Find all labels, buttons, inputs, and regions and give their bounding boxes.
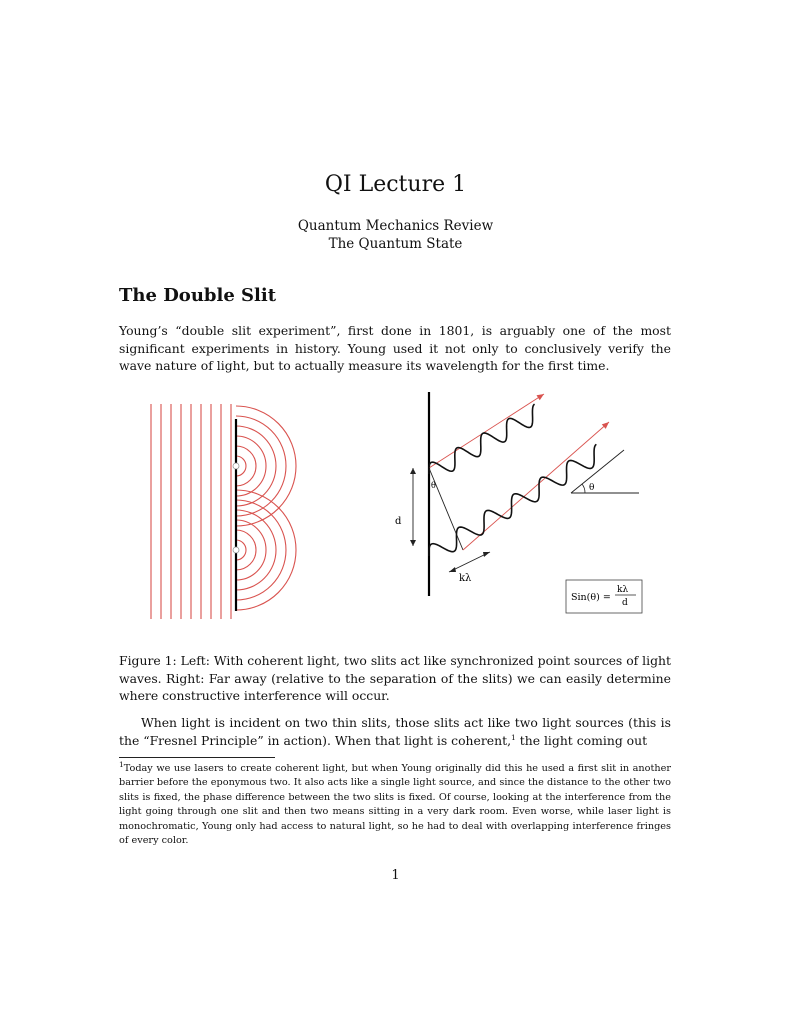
footnote-ref[interactable]: 1 xyxy=(511,732,516,742)
footnote-marker: 1 xyxy=(119,759,124,769)
angle-ray xyxy=(571,450,624,493)
ray-line xyxy=(429,394,544,468)
subtitle-line-1: Quantum Mechanics Review xyxy=(297,218,494,234)
rays xyxy=(429,394,609,550)
lower-ray-wave xyxy=(429,444,596,556)
left-panel-wavefronts xyxy=(151,404,296,619)
ray-arrowhead xyxy=(536,394,544,400)
footnote-text: Today we use lasers to create coherent light, but when Young originally did this he used a first slit in another barrier before the eponymous two. It also acts like a single light source, and since the distance to the other two slits is fixed, the phase difference between the two slits is fixed. Of course, looking at the interference from the light going through one slit and then two means sitting in a very dark room. Even worse, while laser light is monochromatic, Young only had access to natural light, so he had to deal with overlapping interference fringes of every color. xyxy=(119,763,671,847)
incident-plane-waves xyxy=(151,404,231,619)
figure-1-svg xyxy=(119,384,671,629)
paragraph-2-text-end: the light coming out xyxy=(515,732,648,748)
label-theta-small: θ xyxy=(431,481,436,490)
ray-line xyxy=(463,422,609,550)
footnote-rule xyxy=(119,757,275,758)
circular-wavefront xyxy=(236,436,266,496)
angle-arc xyxy=(582,484,585,493)
d-arrow-bottom xyxy=(410,540,416,546)
klambda-arrow-left xyxy=(449,567,456,572)
formula-denominator: d xyxy=(622,598,628,608)
figure-1 xyxy=(119,384,671,633)
label-klambda: kλ xyxy=(459,573,472,584)
label-theta-inset: θ xyxy=(589,483,595,493)
page-title: QI Lecture 1 xyxy=(324,172,467,197)
upper-slit xyxy=(233,463,239,469)
body-paragraph-2 xyxy=(119,714,671,749)
footnote xyxy=(119,759,671,848)
formula-lhs: Sin(θ) = xyxy=(571,592,611,603)
section-heading: The Double Slit xyxy=(119,285,277,306)
page-number: 1 xyxy=(391,868,400,883)
intro-paragraph: Young’s “double slit experiment”, first done in 1801, is arguably one of the most significant experiments in history. Young used it not only to conclusively verify the wave nature of light, but to actually measure its wavelength for the first time. xyxy=(119,323,671,373)
figure-caption: Figure 1: Left: With coherent light, two slits act like synchronized point sources of light waves. Right: Far away (relative to the separation of the slits) we can easily determine where constructive interference will occur. xyxy=(119,653,671,703)
d-arrow-top xyxy=(410,468,416,474)
right-panel-geometry xyxy=(395,392,642,613)
label-d: d xyxy=(395,516,402,527)
diffracted-circular-waves xyxy=(236,406,296,610)
formula-numerator: kλ xyxy=(617,585,629,595)
lower-slit xyxy=(233,547,239,553)
paragraph-2-text: When light is incident on two thin slits, those slits act like two light sources (this is the “Fresnel Principle” in action). When that light is coherent, xyxy=(119,715,671,748)
klambda-arrow-right xyxy=(483,552,490,557)
circular-wavefront xyxy=(236,520,266,580)
subtitle-line-2: The Quantum State xyxy=(328,236,463,252)
upper-ray-wave xyxy=(429,404,535,474)
